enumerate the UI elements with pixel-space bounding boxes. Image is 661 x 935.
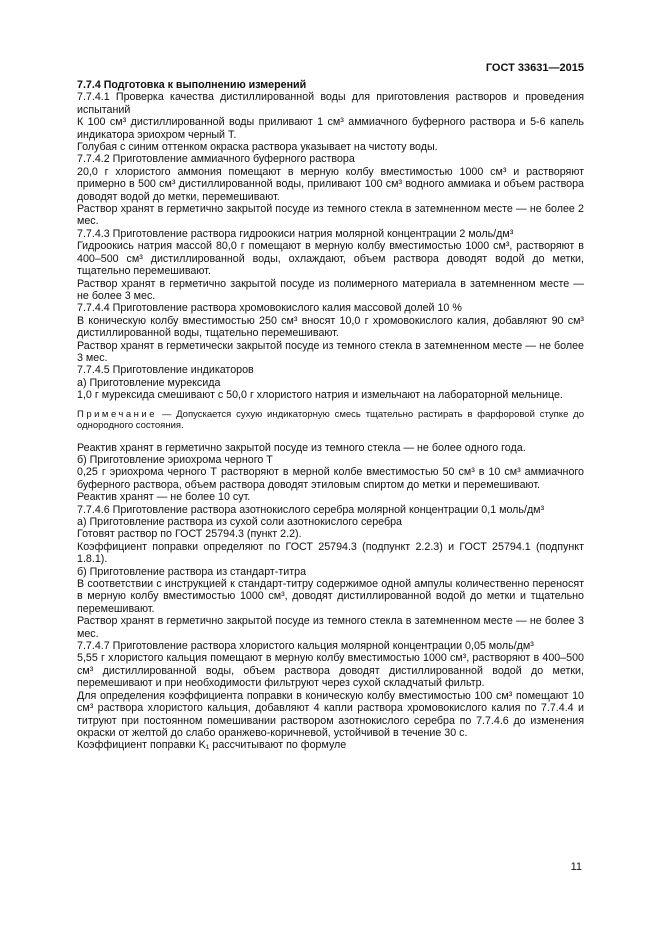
paragraph-group-2 (77, 442, 584, 752)
paragraph: Гидроокись натрия массой 80,0 г помещают в мерную колбу вместимостью 1000 см³, растворяют в 400–500 см³ дистиллированной воды, охлаждают, объем раствора доводят водой до метки, тщательно перемешивают. (77, 240, 584, 278)
paragraph: В соответствии с инструкцией к стандарт-титру содержимое одной ампулы количественно переносят в мерную колбу вместимостью 1000 см³, доводят дистиллированной водой до метки и тщательно перемешивают. (77, 578, 584, 615)
note-text: — Допускается сухую индикаторную смесь тщательно растирать в фарфоровой ступке до однородного состояния. (77, 408, 584, 432)
paragraph: 7.7.4.3 Приготовление раствора гидроокиси натрия молярной концентрации 2 моль/дм³ (77, 227, 514, 240)
paragraph: 7.7.4.2 Приготовление аммиачного буферного раствора (77, 153, 355, 166)
paragraph: Голубая с синим оттенком окраска раствора указывает на чистоту воды. (77, 141, 438, 154)
paragraph: 7.7.4.5 Приготовление индикаторов (77, 364, 254, 377)
paragraph-group-1 (77, 91, 584, 401)
paragraph: 7.7.4.6 Приготовление раствора азотнокислого серебра молярной концентрации 0,1 моль/дм³ (77, 503, 545, 516)
section-heading: 7.7.4 Подготовка к выполнению измерений (77, 79, 307, 91)
note-label: Примечание (77, 408, 157, 420)
note (77, 409, 584, 432)
paragraph: Реактив хранят в герметично закрытой посуде из темного стекла — не более одного года. (77, 441, 526, 454)
paragraph: 7.7.4.7 Приготовление раствора хлористого кальция молярной концентрации 0,05 моль/дм³ (77, 640, 534, 653)
paragraph: 0,25 г эриохрома черного Т растворяют в мерной колбе вместимостью 50 см³ в 10 см³ аммиачного буферного раствора, объем раствора доводят этиловым спиртом до метки и перемешивают. (77, 466, 584, 491)
paragraph: В коническую колбу вместимостью 250 см³ вносят 10,0 г хромовокислого калия, добавляют 90 см³ дистиллированной воды, тщательно перемешивают. (77, 314, 584, 340)
paragraph: 20,0 г хлористого аммония помещают в мерную колбу вместимостью 1000 см³ и растворяют примерно в 500 см³ дистиллированной воды, приливают 100 см³ водного аммиака и объем раствора доводят водой до метки, перемешивают. (77, 165, 584, 203)
paragraph: Готовят раствор по ГОСТ 25794.3 (пункт 2.2). (77, 528, 302, 541)
paragraph: Раствор хранят в герметично закрытой посуде из темного стекла в затемненном месте — не более 2 мес. (77, 203, 584, 228)
document-number: ГОСТ 33631—2015 (485, 62, 584, 74)
paragraph: Реактив хранят — не более 10 сут. (77, 491, 251, 504)
paragraph: 1,0 г мурексида смешивают с 50,0 г хлористого натрия и измельчают на лабораторной мельнице. (77, 389, 563, 402)
document-body (77, 79, 584, 752)
paragraph: К 100 см³ дистиллированной воды приливают 1 см³ аммиачного буферного раствора и 5-6 капель индикатора эриохром черный Т. (77, 116, 584, 141)
paragraph: а) Приготовление раствора из сухой соли азотнокислого серебра (77, 516, 403, 528)
paragraph: 5,55 г хлористого кальция помещают в мерную колбу вместимостью 1000 см³, растворяют в 400–500 см³ дистиллированной воды, объем раствора доводят дистиллированной водой до метки, перемешивают и при необходимости фильтруют через сухой складчатый фильтр. (77, 652, 584, 690)
paragraph: Для определения коэффициента поправки в коническую колбу вместимостью 100 см³ помещают 10 см³ раствора хлористого кальция, добавляют 4 капли раствора хромовокислого калия по 7.7.4.4 и титруют при постоянном помешивании раствором азотнокислого серебра по 7.7.4.6 до изменения окраски от желтой до слабо оранжево-коричневой, устойчивой в течение 30 с. (77, 689, 584, 739)
paragraph: 7.7.4.1 Проверка качества дистиллированной воды для приготовления растворов и проведения испытаний (77, 91, 584, 116)
paragraph: б) Приготовление эриохрома черного Т (77, 453, 273, 466)
page-number: 11 (570, 861, 582, 873)
paragraph: Раствор хранят в герметически закрытой посуде из темного стекла в затемненном месте — не более 3 мес. (77, 339, 584, 364)
paragraph: Раствор хранят в герметично закрытой посуде из темного стекла в затемненном месте — не более 3 мес. (77, 615, 584, 640)
paragraph: Коэффициент поправки K₁ рассчитывают по формуле (77, 739, 347, 752)
paragraph: б) Приготовление раствора из стандарт-титра (77, 565, 307, 578)
paragraph: а) Приготовление мурексида (77, 376, 221, 389)
paragraph: 7.7.4.4 Приготовление раствора хромовокислого калия массовой долей 10 % (77, 302, 462, 315)
paragraph: Раствор хранят в герметично закрытой посуде из полимерного материала в затемненном месте — не более 3 мес. (77, 277, 584, 302)
paragraph: Коэффициент поправки определяют по ГОСТ 25794.3 (подпункт 2.2.3) и ГОСТ 25794.1 (подпункт 1.8.1). (77, 540, 584, 566)
